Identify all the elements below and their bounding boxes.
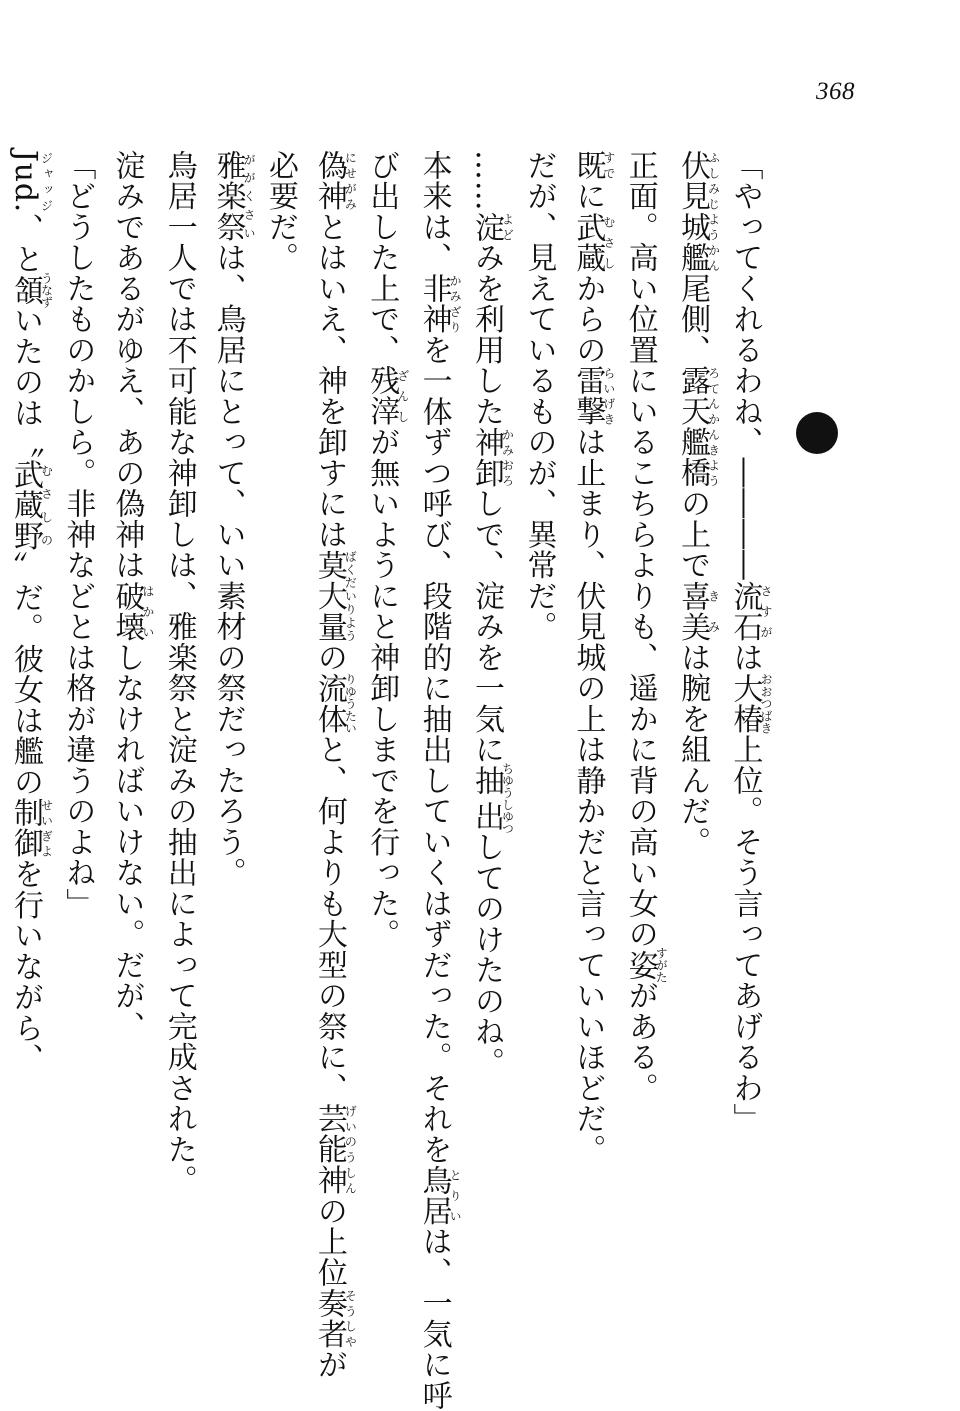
text-run: の [311,642,347,673]
text-line [720,150,772,1305]
furigana: はかい [140,580,155,642]
ruby-base: 莫大量 [311,549,347,642]
text-run: を一体ずつ呼び、段階的に抽出していくはずだった。それを [416,334,452,1165]
ruby-base: 頷 [8,271,44,308]
ruby-word [727,672,773,735]
ruby-base: 既 [570,150,606,181]
ruby-base: 露天艦橋 [675,365,711,489]
text-run: だが、見えているものが、異常だ。 [521,150,557,642]
ruby-base: 鳥居 [416,1164,452,1227]
text-run: が無いようにと神卸しまでを行った。 [364,426,400,950]
text-run: に [570,180,606,212]
text-line [514,150,563,1305]
text-run: 必要だ。 [262,150,298,273]
text-run: しで、淀みを一気に [469,488,505,765]
furigana: とりい [448,1164,463,1227]
text-run: とはいえ、神を卸すには [311,211,347,550]
ruby-word [210,150,257,243]
ruby-base: 武蔵野 [8,459,44,552]
furigana: ふしみじようかん [706,150,721,273]
ruby-word [570,150,616,181]
text-line [562,150,614,1305]
text-run: 尾側、 [675,273,711,366]
furigana: りゆうたい [343,672,358,735]
furigana: ががくさい [242,150,257,243]
ruby-word [416,273,463,335]
text-run: 、と [8,213,44,275]
ruby-base: 偽神 [311,150,347,212]
ruby-base: 制御 [8,797,44,859]
furigana: ざんし [395,365,410,427]
text-run: 〟だ。彼女は艦の [8,551,44,798]
ruby-word [311,150,358,212]
ruby-base: 非神 [416,273,452,335]
text-run: 鳥居一人では不可能な神卸しは、雅楽祭と淀みの抽出によって完成された。 [161,150,197,1196]
text-line [409,150,463,1411]
ruby-word [8,797,54,859]
ruby-base: 淀 [469,211,505,243]
text-run: みを利用した [469,242,505,427]
ruby-base: 伏見城艦 [675,150,711,273]
ruby-base: 流体 [311,672,347,735]
ruby-base: 奏者 [311,1287,347,1350]
ruby-base: 破壊 [109,580,145,642]
ruby-base: 大椿 [727,672,763,735]
ruby-word [8,271,54,308]
ruby-word [675,580,721,643]
furigana: すで [601,150,616,181]
ruby-word [727,580,773,643]
ruby-base: 武蔵 [570,211,606,273]
ruby-word [109,580,155,643]
ruby-word [311,549,358,642]
ruby-base: Jud. [8,150,44,214]
text-run: が [311,1349,347,1380]
furigana: むさしの [39,459,54,552]
text-run: …… [469,150,505,212]
ruby-word [469,762,515,835]
furigana: そうしや [343,1287,358,1350]
text-run: しなければいけない。だが、 [109,642,145,1042]
bullet-dot-icon [796,412,838,454]
ruby-word [8,150,54,214]
text-line [356,150,408,1305]
furigana: よど [500,211,515,243]
text-run: 「どうしたものかしら。非神などとは格が違うのよね」 [60,150,96,919]
ruby-word [311,1103,358,1196]
furigana: おおつばき [759,672,773,735]
text-run: の上で [675,488,711,581]
furigana: むさし [601,211,616,273]
text-run: してのけたのね。 [469,831,505,1078]
text-line [203,150,255,1305]
ruby-word [570,365,616,427]
furigana: ちゆうしゆつ [500,762,515,835]
ruby-word [469,211,515,243]
text-line [0,150,52,1305]
text-line [255,150,304,1305]
furigana: せいぎよ [39,797,54,859]
text-run: を行いながら、 [8,858,44,1075]
text-run: と、何よりも大型の祭に、 [311,734,347,1104]
ruby-base: 流石 [727,580,763,642]
text-run: の上位 [311,1195,347,1288]
ruby-word [311,1287,358,1350]
furigana: かみざり [448,273,463,335]
furigana: うなず [39,271,54,308]
text-run: 「やってくれるわね、―――― [727,150,763,581]
text-run: 本来は、 [416,150,452,273]
furigana: にせがみ [343,150,358,212]
furigana: げいのうしん [343,1103,358,1196]
text-run: は腕を組んだ。 [675,642,711,858]
text-run: は、鳥居にとって、いい素材の祭だったろう。 [210,242,246,888]
ruby-base: 雅楽祭 [210,150,246,243]
ruby-base: 神卸 [469,426,505,489]
furigana: ジャッジ [39,150,54,214]
ruby-word [675,150,721,273]
text-line [461,150,513,1305]
furigana: かみおろ [500,426,515,489]
text-run: 上位。そう言ってあげるわ」 [727,734,763,1134]
text-run: び出した上で、 [364,150,400,366]
furigana: さすが [759,580,773,642]
text-run: いたのは〝 [8,305,44,460]
ruby-base: 芸能神 [311,1103,347,1196]
ruby-word [469,426,515,489]
ruby-base: 抽出 [469,762,505,835]
page-number: 368 [816,78,855,105]
text-line [304,150,358,1380]
text-line [667,150,719,1305]
text-run: 正面。高い位置にいるこちらよりも、遥かに背の高い女の [622,150,658,950]
text-line [53,150,102,1305]
furigana: ろてんかんきよう [706,365,721,489]
text-run: がある。 [622,980,658,1104]
furigana: きみ [706,580,721,642]
furigana: すがた [654,946,669,983]
ruby-base: 雷撃 [570,365,606,427]
text-run: からの [570,273,606,366]
ruby-word [416,1164,463,1227]
body-text [8,150,773,1411]
ruby-word [8,459,54,552]
ruby-word [675,365,721,489]
ruby-word [364,365,410,427]
text-line [154,150,203,1305]
ruby-word [311,672,358,735]
furigana: らいげき [601,365,616,427]
ruby-word [570,211,616,274]
ruby-base: 残滓 [364,365,400,427]
ruby-base: 喜美 [675,580,711,642]
text-run: は止まり、伏見城の上は静かだと言っていいほどだ。 [570,426,606,1165]
text-line [615,150,667,1305]
text-run: 淀みであるがゆえ、あの偽神は [109,150,145,581]
text-run: は、一気に呼 [416,1226,452,1411]
text-line [101,150,153,1305]
ruby-base: 姿 [622,946,658,983]
furigana: ばくだいりよう [343,549,358,642]
ruby-word [622,946,669,983]
text-run: は [727,642,763,673]
